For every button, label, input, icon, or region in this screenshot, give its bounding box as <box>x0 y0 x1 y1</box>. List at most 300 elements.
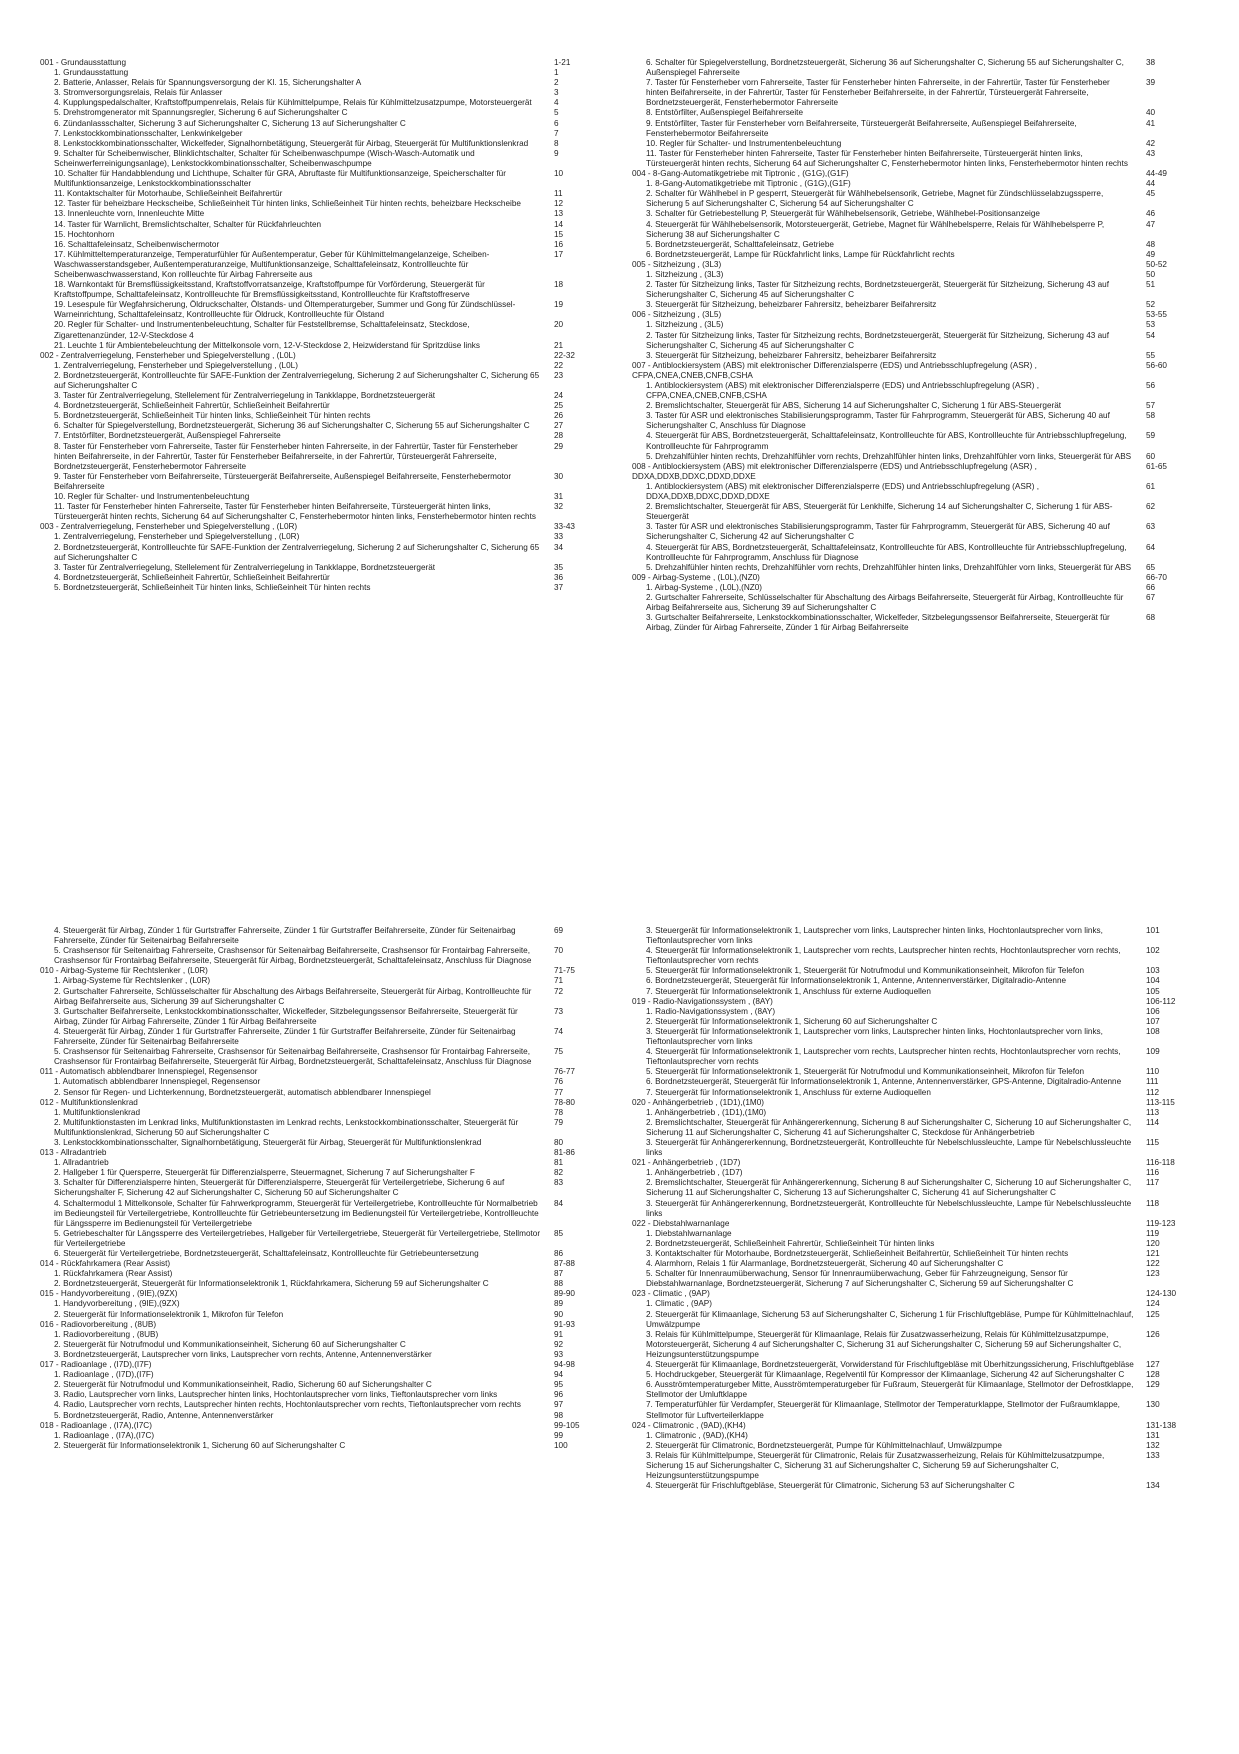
toc-entry-row <box>40 563 625 573</box>
toc-page-number: 9 <box>554 148 559 158</box>
toc-entry-text: 2. Gurtschalter Fahrerseite, Schlüsselschalter für Abschaltung des Airbags Beifahrerseite, Steuergerät für Airbag, Kontrollleuchte für Airbag Beifahrerseite aus, Sicherung 39 auf Sicherungshalter C <box>646 592 1124 613</box>
toc-page-number: 44 <box>1146 179 1156 189</box>
toc-entry-text: 4. Radio, Lautsprecher vorn rechts, Lautsprecher hinten rechts, Hochtonlautsprecher vorn rechts, Tieftonlautsprecher vorn rechts <box>54 1400 521 1410</box>
toc-entry-row <box>40 401 625 411</box>
toc-entry-row <box>40 442 625 472</box>
toc-entry-row <box>40 88 625 98</box>
toc-entry-row <box>632 179 1217 189</box>
toc-section-title: 024 - Climatronic , (9AD),(KH4) <box>632 1420 746 1430</box>
toc-page-number: 87-88 <box>554 1259 575 1269</box>
toc-page-number: 70 <box>554 946 564 956</box>
toc-page-number: 1-21 <box>554 58 571 67</box>
toc-entry-text: 1. Anhängerbetrieb , (1D7) <box>646 1168 743 1178</box>
toc-entry-text: 16. Schalttafeleinsatz, Scheibenwischermotor <box>54 239 220 249</box>
toc-entry-text: 2. Steuergerät für Notrufmodul und Kommunikationseinheit, Sicherung 60 auf Sicherungshalter C <box>54 1339 406 1349</box>
toc-section-title: 006 - Sitzheizung , (3L5) <box>632 310 722 320</box>
toc-entry-row <box>40 209 625 219</box>
toc-page-number: 123 <box>1146 1269 1160 1279</box>
toc-entry-row <box>40 361 625 371</box>
toc-entry-row <box>40 987 625 1007</box>
toc-page-number: 72 <box>554 986 564 996</box>
toc-entry-text: 2. Hallgeber 1 für Quersperre, Steuergerät für Differenzialsperre, Steuermagnet, Sicherung 7 auf Sicherungshalter F <box>54 1168 475 1178</box>
toc-entry-text: 1. Climatic , (9AP) <box>646 1299 712 1309</box>
toc-section-title: 014 - Rückfahrkamera (Rear Assist) <box>40 1259 171 1269</box>
toc-section-title: 020 - Anhängerbetrieb , (1D1),(1M0) <box>632 1097 764 1107</box>
toc-entry-row <box>632 1178 1217 1198</box>
toc-section-title: 019 - Radio-Navigationssystem , (8AY) <box>632 996 773 1006</box>
toc-page-number: 76 <box>554 1077 564 1087</box>
toc-page-number: 31 <box>554 492 564 502</box>
toc-entry-row <box>632 452 1217 462</box>
toc-page-number: 106 <box>1146 1006 1160 1016</box>
toc-entry-row <box>40 492 625 502</box>
toc-entry-text: 3. Bordnetzsteuergerät, Lautsprecher vorn links, Lautsprecher vorn rechts, Antenne, Antennenverstärker <box>54 1349 432 1359</box>
toc-entry-row <box>40 119 625 129</box>
toc-entry-row <box>632 1330 1217 1360</box>
toc-entry-text: 2. Bordnetzsteuergerät, Kontrollleuchte für SAFE-Funktion der Zentralverriegelung, Sicherung 2 auf Sicherungshalter C, Sicherung 65 auf Sicherungshalter C <box>54 370 540 390</box>
toc-page-number: 29 <box>554 441 564 451</box>
toc-page-number: 133 <box>1146 1450 1160 1460</box>
toc-entry-row <box>632 1047 1217 1067</box>
toc-entry-row <box>632 1299 1217 1309</box>
toc-entry-text: 6. Bordnetzsteuergerät, Steuergerät für Informationselektronik 1, Antenne, Antennenverstärker, Digitalradio-Antenne <box>646 976 1067 986</box>
toc-page-number: 17 <box>554 249 564 259</box>
toc-section-title: 011 - Automatisch abblendbarer Innenspiegel, Regensensor <box>40 1067 258 1077</box>
toc-entry-row <box>632 1108 1217 1118</box>
toc-page-number: 13 <box>554 209 564 219</box>
toc-page-number: 107 <box>1146 1016 1160 1026</box>
toc-section-row <box>40 522 625 532</box>
toc-entry-row <box>40 280 625 300</box>
toc-entry-row <box>40 1047 625 1067</box>
toc-entry-text: 8. Entstörfilter, Außenspiegel Beifahrerseite <box>646 108 804 118</box>
toc-entry-row <box>40 108 625 118</box>
toc-page-number: 14 <box>554 219 564 229</box>
toc-entry-row <box>40 1441 625 1451</box>
toc-entry-text: 5. Bordnetzsteuergerät, Schalttafeleinsatz, Getriebe <box>646 239 834 249</box>
toc-entry-text: 3. Gurtschalter Beifahrerseite, Lenkstockkombinationsschalter, Wickelfeder, Sitzbelegungssensor Beifahrerseite, Steuergerät für Airbag, Zünder für Airbag Fahrerseite, Zünder 1 für Airbag Beifahrerseite <box>646 613 1110 633</box>
toc-page-number: 79 <box>554 1117 564 1127</box>
toc-entry-text: 2. Steuergerät für Notrufmodul und Kommunikationseinheit, Radio, Sicherung 60 auf Sicherungshalter C <box>54 1380 432 1390</box>
toc-page-number: 12 <box>554 199 564 209</box>
toc-entry-row <box>40 230 625 240</box>
toc-page-number: 115 <box>1146 1137 1160 1147</box>
toc-entry-text: 4. Schaltermodul 1 Mittelkonsole, Schalter für Fahrwerkprogramm, Steuergerät für Verteilergetriebe, Kontrollleuchte für Normalbetrieb im Bedieungsteil für Verteilergetriebe, Kontrollleuchte für Getriebeuntersetzung im Bedienungsteil für Verteilergetriebe, Kontrollleuchte für Längssperre im Bedienungsteil für Verteilergetriebe <box>54 1198 539 1228</box>
toc-entry-text: 2. Steuergerät für Informationselektronik 1, Mikrofon für Telefon <box>54 1309 284 1319</box>
toc-entry-row <box>40 1350 625 1360</box>
toc-page-number: 97 <box>554 1400 564 1410</box>
toc-entry-text: 3. Relais für Kühlmittelpumpe, Steuergerät für Climatronic, Relais für Zusatzwasserheizung, Relais für Kühlmittelzusatzpumpe, Sicherung 15 auf Sicherungshalter C, Sicherung 31 auf Sicherungshalter C, Sicherung 59 auf Sicherungshalter C, Heizungsunterstützungspumpe <box>646 1450 1105 1481</box>
toc-page-number: 84 <box>554 1198 564 1208</box>
toc-entry-text: 5. Steuergerät für Informationselektronik 1, Steuergerät für Notrufmodul und Kommunikationseinheit, Mikrofon für Telefon <box>646 966 1085 976</box>
toc-entry-text: 3. Lenkstockkombinationsschalter, Signalhornbetätigung, Steuergerät für Airbag, Steuergerät für Multifunktionslenkrad <box>54 1137 482 1147</box>
toc-quadrant-bottom-left <box>40 926 625 1738</box>
toc-page-number: 4 <box>554 98 559 108</box>
toc-entry-text: 2. Taster für Sitzheizung links, Taster für Sitzheizung rechts, Bordnetzsteuergerät, Steuergerät für Sitzheizung, Sicherung 43 auf Sicherungshalter C, Sicherung 45 auf Sicherungshalter C <box>646 280 1109 300</box>
toc-page-number: 111 <box>1146 1077 1159 1087</box>
toc-page-number: 78 <box>554 1107 564 1117</box>
toc-section-row <box>632 260 1217 270</box>
toc-entry-row <box>632 300 1217 310</box>
toc-entry-row <box>632 78 1217 108</box>
toc-page-number: 60 <box>1146 451 1156 461</box>
toc-section-row <box>40 1067 625 1077</box>
toc-entry-text: 18. Warnkontakt für Bremsflüssigkeitsstand, Kraftstoffvorratsanzeige, Kraftstoffpumpe für Vorförderung, Steuergerät für Kraftstoffpumpe, Schalttafeleinsatz, Kontrollleuchte für Bremsflüssigkeitsstand, Kontrollleuchte für Kraftstoffreserve <box>54 280 485 300</box>
toc-entry-text: 5. Drehzahlfühler hinten rechts, Drehzahlfühler vorn rechts, Drehzahlfühler hinten links, Drehzahlfühler vorn links, Steuergerät für ABS <box>646 562 1132 572</box>
toc-page-number: 7 <box>554 128 559 138</box>
toc-page-number: 95 <box>554 1380 564 1390</box>
toc-section-title: 010 - Airbag-Systeme für Rechtslenker , (L0R) <box>40 966 208 976</box>
toc-entry-row <box>40 502 625 522</box>
toc-entry-row <box>40 68 625 78</box>
toc-entry-text: 3. Radio, Lautsprecher vorn links, Lautsprecher hinten links, Hochtonlautsprecher vorn links, Tieftonlautsprecher vorn links <box>54 1390 498 1400</box>
toc-page-number: 91-93 <box>554 1319 575 1329</box>
toc-entry-text: 1. Sitzheizung , (3L5) <box>646 320 724 330</box>
toc-entry-row <box>632 1027 1217 1047</box>
toc-page-number: 129 <box>1146 1380 1160 1390</box>
toc-section-row <box>632 997 1217 1007</box>
toc-section-row <box>40 1098 625 1108</box>
toc-entry-text: 1. Handyvorbereitung , (9IE),(9ZX) <box>54 1299 180 1309</box>
toc-entry-text: 7. Lenkstockkombinationsschalter, Lenkwinkelgeber <box>54 128 243 138</box>
toc-entry-text: 3. Schalter für Getriebestellung P, Steuergerät für Wählhebelsensorik, Getriebe, Wählhebel-Positionsanzeige <box>646 209 1040 219</box>
toc-entry-text: 5. Drehzahlfühler hinten rechts, Drehzahlfühler vorn rechts, Drehzahlfühler hinten links, Drehzahlfühler vorn links, Steuergerät für ABS <box>646 451 1132 461</box>
toc-section-title: 005 - Sitzheizung , (3L3) <box>632 259 722 269</box>
toc-page-number: 11 <box>554 189 563 199</box>
toc-entry-text: 3. Stromversorgungsrelais, Relais für Anlasser <box>54 88 223 98</box>
toc-page-number: 43 <box>1146 148 1156 158</box>
toc-entry-text: 1. Radioanlage , (I7D),(I7F) <box>54 1370 154 1380</box>
toc-entry-row <box>40 431 625 441</box>
toc-page-number: 89-90 <box>554 1289 575 1299</box>
toc-entry-text: 6. Zündanlassschalter, Sicherung 3 auf Sicherungshalter C, Sicherung 13 auf Sicherungshalter C <box>54 118 406 128</box>
toc-page-number: 92 <box>554 1339 564 1349</box>
toc-entry-row <box>40 250 625 280</box>
toc-entry-row <box>40 472 625 492</box>
toc-entry-text: 4. Bordnetzsteuergerät, Schließeinheit Fahrertür, Schließeinheit Beifahrertür <box>54 401 330 411</box>
toc-page-number: 42 <box>1146 138 1156 148</box>
toc-entry-row <box>40 1310 625 1320</box>
toc-section-row <box>632 1219 1217 1229</box>
toc-entry-text: 2. Bremslichtschalter, Steuergerät für Anhängererkennung, Sicherung 8 auf Sicherungshalter C, Sicherung 10 auf Sicherungshalter C, Sicherung 11 auf Sicherungshalter C, Sicherung 13 auf Sicherungshalter C, Sicherung 41 auf Sicherungshalter C <box>646 1178 1132 1198</box>
toc-entry-row <box>40 1279 625 1289</box>
toc-entry-text: 2. Steuergerät für Informationselektronik 1, Sicherung 60 auf Sicherungshalter C <box>54 1440 346 1450</box>
toc-section-row <box>632 1158 1217 1168</box>
toc-entry-row <box>632 1067 1217 1077</box>
toc-page-number: 83 <box>554 1178 564 1188</box>
toc-page-number: 39 <box>1146 78 1156 88</box>
toc-quadrant-top-right <box>632 58 1217 838</box>
toc-entry-text: 1. Allradantrieb <box>54 1158 109 1168</box>
toc-entry-row <box>632 1229 1217 1239</box>
toc-entry-row <box>632 583 1217 593</box>
toc-page-number: 25 <box>554 401 564 411</box>
toc-section-title: 016 - Radiovorbereitung , (8UB) <box>40 1319 157 1329</box>
toc-entry-text: 3. Gurtschalter Beifahrerseite, Lenkstockkombinationsschalter, Wickelfeder, Sitzbelegungssensor Beifahrerseite, Steuergerät für Airbag, Zünder für Airbag Fahrerseite, Zünder 1 für Airbag Beifahrerseite <box>54 1006 518 1026</box>
toc-page-number: 53-55 <box>1146 310 1167 320</box>
toc-page-number: 22 <box>554 360 564 370</box>
toc-page-number: 106-112 <box>1146 996 1176 1006</box>
toc-page-number: 69 <box>554 926 564 935</box>
toc-entry-row <box>632 1017 1217 1027</box>
toc-entry-text: 5. Steuergerät für Informationselektronik 1, Steuergerät für Notrufmodul und Kommunikationseinheit, Mikrofon für Telefon <box>646 1067 1085 1077</box>
toc-page-number: 120 <box>1146 1238 1160 1248</box>
toc-entry-row <box>40 1199 625 1229</box>
toc-page-number: 71-75 <box>554 966 575 976</box>
toc-entry-text: 2. Steuergerät für Informationselektronik 1, Sicherung 60 auf Sicherungshalter C <box>646 1016 938 1026</box>
toc-page-number: 65 <box>1146 562 1156 572</box>
toc-page-number: 58 <box>1146 411 1156 421</box>
toc-section-row <box>632 1289 1217 1299</box>
toc-page-number: 86 <box>554 1249 564 1258</box>
toc-quadrant-bottom-right <box>632 926 1217 1738</box>
toc-entry-row <box>632 209 1217 219</box>
toc-entry-row <box>632 1269 1217 1289</box>
toc-entry-row <box>632 613 1217 633</box>
toc-page-number: 88 <box>554 1279 564 1289</box>
toc-entry-row <box>632 1310 1217 1330</box>
toc-entry-row <box>40 300 625 320</box>
toc-page-number: 56 <box>1146 381 1156 390</box>
toc-entry-text: 10. Schalter für Handabblendung und Lichthupe, Schalter für GRA, Abruftaste für Multifunktionsanzeige, Speicherschalter für Multifunktionsanzeige, Lenkstockkombinationsschalter <box>54 169 506 189</box>
toc-section-row <box>40 1360 625 1370</box>
toc-page-number: 128 <box>1146 1370 1160 1380</box>
toc-page-number: 89 <box>554 1299 564 1309</box>
toc-entry-row <box>40 189 625 199</box>
toc-entry-row <box>40 371 625 391</box>
toc-page-number: 119 <box>1146 1228 1160 1238</box>
toc-page-number: 108 <box>1146 1026 1160 1036</box>
toc-entry-text: 2. Gurtschalter Fahrerseite, Schlüsselschalter für Abschaltung des Airbags Beifahrerseite, Steuergerät für Airbag, Kontrollleuchte für Airbag Beifahrerseite aus, Sicherung 39 auf Sicherungshalter C <box>54 986 532 1006</box>
toc-page-number: 53 <box>1146 320 1156 330</box>
toc-page-number: 94-98 <box>554 1360 575 1370</box>
toc-page-number: 33 <box>554 532 564 542</box>
toc-entry-text: 20. Regler für Schalter- und Instrumentenbeleuchtung, Schalter für Feststellbremse, Schalttafeleinsatz, Steckdose, Zigarettenanzünder, 12-V-Steckdose 4 <box>54 320 470 340</box>
toc-page-number: 134 <box>1146 1481 1160 1491</box>
toc-section-row <box>632 169 1217 179</box>
toc-entry-row <box>40 543 625 563</box>
toc-page-number: 64 <box>1146 542 1156 552</box>
toc-entry-text: 5. Drehstromgenerator mit Spannungsregler, Sicherung 6 auf Sicherungshalter C <box>54 108 348 118</box>
toc-entry-text: 2. Schalter für Wählhebel in P gesperrt, Steuergerät für Wählhebelsensorik, Getriebe, Magnet für Zündschlüsselabzugssperre, Sicherung 5 auf Sicherungshalter C, Sicherung 54 auf Sicherungshalter C <box>646 189 1104 209</box>
toc-entry-row <box>632 119 1217 139</box>
toc-entry-row <box>40 411 625 421</box>
toc-page-number: 1 <box>554 68 559 78</box>
toc-entry-row <box>632 401 1217 411</box>
toc-entry-text: 3. Steuergerät für Sitzheizung, beheizbarer Fahrersitz, beheizbarer Beifahrersitz <box>646 350 937 360</box>
toc-entry-row <box>632 1168 1217 1178</box>
toc-page-number: 55 <box>1146 350 1156 360</box>
toc-page-number: 61 <box>1146 481 1156 491</box>
toc-entry-row <box>632 1077 1217 1087</box>
toc-page-number: 91 <box>554 1329 564 1339</box>
toc-entry-text: 1. Rückfahrkamera (Rear Assist) <box>54 1269 173 1279</box>
toc-entry-text: 9. Taster für Fensterheber vorn Beifahrerseite, Türsteuergerät Beifahrerseite, Außenspiegel Beifahrerseite, Fensterhebermotor Beifahrerseite <box>54 471 512 491</box>
toc-page-number: 36 <box>554 572 564 582</box>
toc-entry-row <box>40 1088 625 1098</box>
toc-page-number: 78-80 <box>554 1097 575 1107</box>
toc-entry-text: 4. Steuergerät für Informationselektronik 1, Lautsprecher vorn rechts, Lautsprecher hinten rechts, Hochtonlautsprecher vorn rechts, Tieftonlautsprecher vorn rechts <box>646 1047 1121 1067</box>
toc-entry-text: 3. Steuergerät für Sitzheizung, beheizbarer Fahrersitz, beheizbarer Beifahrersitz <box>646 300 937 310</box>
toc-entry-text: 3. Steuergerät für Informationselektronik 1, Lautsprecher vorn links, Lautsprecher hinten links, Hochtonlautsprecher vorn links, Tieftonlautsprecher vorn links <box>646 1026 1103 1047</box>
toc-entry-row <box>40 946 625 966</box>
toc-entry-text: 1. Grundausstattung <box>54 68 129 78</box>
toc-entry-row <box>40 98 625 108</box>
toc-page-number: 48 <box>1146 239 1156 249</box>
toc-page-number: 20 <box>554 320 564 330</box>
toc-entry-row <box>632 189 1217 209</box>
toc-entry-text: 1. Diebstahlwarnanlage <box>646 1228 732 1238</box>
toc-page-number: 127 <box>1146 1360 1160 1370</box>
toc-entry-text: 9. Entstörfilter, Taster für Fensterheber vorn Beifahrerseite, Türsteuergerät Beifahrerseite, Außenspiegel Beifahrerseite, Fensterhebermotor Beifahrerseite <box>646 118 1077 138</box>
toc-entry-row <box>40 391 625 401</box>
toc-page-number: 99-105 <box>554 1420 580 1430</box>
toc-entry-text: 2. Sensor für Regen- und Lichterkennung, Bordnetzsteuergerät, automatisch abblendbarer Innenspiegel <box>54 1087 431 1097</box>
toc-entry-row <box>40 1400 625 1410</box>
toc-page-number: 62 <box>1146 502 1156 512</box>
toc-entry-text: 1. Zentralverriegelung, Fensterheber und Spiegelverstellung , (L0R) <box>54 532 300 542</box>
toc-entry-text: 3. Steuergerät für Anhängererkennung, Bordnetzsteuergerät, Kontrollleuchte für Nebelschlussleuchte, Lampe für Nebelschlussleuchte links <box>646 1137 1132 1158</box>
toc-entry-row <box>40 1431 625 1441</box>
toc-quadrant-top-left <box>40 58 625 838</box>
toc-page-number: 50 <box>1146 269 1156 279</box>
toc-entry-row <box>40 1370 625 1380</box>
toc-page-number: 46 <box>1146 209 1156 219</box>
toc-section-row <box>40 1289 625 1299</box>
toc-entry-row <box>632 1138 1217 1158</box>
toc-entry-text: 9. Schalter für Scheibenwischer, Blinklichtschalter, Schalter für Scheibenwaschpumpe (Wisch-Wasch-Automatik und Scheinwerferreinigungsanlage), Lenkstockkombinationsschalter, Scheibenwaschpumpe <box>54 148 475 168</box>
toc-page-number: 110 <box>1146 1067 1160 1077</box>
toc-page-number: 30 <box>554 471 564 481</box>
toc-entry-text: 5. Schalter für Innenraumüberwachung, Sensor für Innenraumüberwachung, Geber für Fahrzeugneigung, Sensor für Diebstahlwarnanlage, Bordnetzsteuergerät, Sicherung 7 auf Sicherungshalter C, Sicherung 59 auf Sicherungshalter C <box>646 1269 1074 1289</box>
toc-entry-text: 11. Taster für Fensterheber hinten Fahrerseite, Taster für Fensterheber hinten Beifahrerseite, Türsteuergerät hinten links, Türsteuergerät hinten rechts, Sicherung 64 auf Sicherungshalter C, Fensterhebermotor hinten links, Fensterhebermotor hinten rechts <box>646 148 1128 168</box>
toc-page-number: 10 <box>554 169 564 179</box>
toc-section-row <box>40 58 625 68</box>
toc-entry-row <box>632 1400 1217 1420</box>
toc-entry-row <box>40 1249 625 1259</box>
toc-page-number: 28 <box>554 431 564 441</box>
toc-section-title: 023 - Climatic , (9AP) <box>632 1289 710 1299</box>
toc-entry-row <box>40 532 625 542</box>
toc-section-title: 009 - Airbag-Systeme , (L0L),(NZ0) <box>632 572 760 582</box>
toc-page-number: 112 <box>1146 1087 1160 1097</box>
toc-section-row <box>40 966 625 976</box>
toc-page-number: 124-130 <box>1146 1289 1177 1299</box>
toc-entry-row <box>40 199 625 209</box>
toc-entry-row <box>40 1380 625 1390</box>
toc-entry-row <box>632 1249 1217 1259</box>
toc-section-row <box>632 361 1217 381</box>
toc-entry-text: 7. Taster für Fensterheber vorn Fahrerseite, Taster für Fensterheber hinten Fahrerseite, in der Fahrertür, Taster für Fensterheber hinten Beifahrerseite, in der Fahrertür, Taster für Fensterheber Beifahrerseite, in der Fahrertür, Türsteuergerät Fahrerseite, Bordnetzsteuergerät, Fensterhebermotor Fahrerseite <box>646 78 1110 108</box>
toc-page-number: 75 <box>554 1047 564 1057</box>
toc-section-row <box>40 1148 625 1158</box>
toc-entry-text: 2. Bordnetzsteuergerät, Kontrollleuchte für SAFE-Funktion der Zentralverriegelung, Sicherung 2 auf Sicherungshalter C, Sicherung 65 auf Sicherungshalter C <box>54 542 540 562</box>
toc-entry-text: 8. Lenkstockkombinationsschalter, Wickelfeder, Signalhornbetätigung, Steuergerät für Airbag, Steuergerät für Multifunktionslenkrad <box>54 138 529 148</box>
toc-page-number: 33-43 <box>554 522 575 532</box>
toc-page-number: 131-138 <box>1146 1420 1177 1430</box>
toc-entry-text: 2. Batterie, Anlasser, Relais für Spannungsversorgung der Kl. 15, Sicherungshalter A <box>54 78 362 88</box>
toc-entry-text: 3. Taster für Zentralverriegelung, Stellelement für Zentralverriegelung in Tankklappe, Bordnetzsteuergerät <box>54 562 436 572</box>
toc-entry-text: 3. Steuergerät für Anhängererkennung, Bordnetzsteuergerät, Kontrollleuchte für Nebelschlussleuchte, Lampe für Nebelschlussleuchte links <box>646 1198 1132 1218</box>
toc-entry-row <box>40 976 625 986</box>
toc-page-number: 61-65 <box>1146 461 1167 471</box>
toc-entry-row <box>632 1199 1217 1219</box>
toc-entry-row <box>40 1077 625 1087</box>
toc-entry-row <box>40 1118 625 1138</box>
toc-entry-text: 5. Bordnetzsteuergerät, Schließeinheit Tür hinten links, Schließeinheit Tür hinten rechts <box>54 582 371 592</box>
toc-page-number: 77 <box>554 1087 564 1097</box>
toc-entry-text: 11. Taster für Fensterheber hinten Fahrerseite, Taster für Fensterheber hinten Beifahrerseite, Türsteuergerät hinten links, Türsteuergerät hinten rechts, Sicherung 64 auf Sicherungshalter C, Fensterhebermotor hinten links, Fensterhebermotor hinten rechts <box>54 502 536 522</box>
toc-entry-text: 19. Lesespule für Wegfahrsicherung, Öldruckschalter, Ölstands- und Öltemperaturgeber, Summer und Gong für Zündschlüssel-Warneinrichtung, Schalttafeleinsatz, Kontrollleuchte für Öldruck, Kontrollleuchte für Ölstand <box>54 300 516 320</box>
toc-entry-text: 3. Relais für Kühlmittelpumpe, Steuergerät für Klimaanlage, Relais für Zusatzwasserheizung, Relais für Kühlmittelzusatzpumpe, Motorsteuergerät, Sicherung 4 auf Sicherungshalter C, Sicherung 31 auf Sicherungshalter C, Sicherung 59 auf Sicherungshalter C, Heizungsunterstützungspumpe <box>646 1329 1122 1359</box>
toc-entry-row <box>40 1007 625 1027</box>
toc-entry-text: 11. Kontaktschalter für Motorhaube, Schließeinheit Beifahrertür <box>54 189 283 199</box>
toc-page-number: 132 <box>1146 1440 1160 1450</box>
toc-entry-row <box>40 1411 625 1421</box>
toc-entry-text: 4. Steuergerät für Wählhebelsensorik, Motorsteuergerät, Getriebe, Magnet für Wählhebelsperre, Relais für Wählhebelsperre P, Sicherung 38 auf Sicherungshalter C <box>646 219 1105 239</box>
toc-entry-row <box>40 149 625 169</box>
toc-entry-row <box>632 270 1217 280</box>
toc-entry-row <box>40 129 625 139</box>
toc-entry-text: 6. Ausströmtemperaturgeber Mitte, Ausströmtemperaturgeber für Fußraum, Steuergerät für Klimaanlage, Stellmotor der Defrostklappe, Stellmotor der Umluftklappe <box>646 1380 1134 1400</box>
toc-page-number: 124 <box>1146 1299 1160 1309</box>
toc-page-number: 81-86 <box>554 1148 575 1158</box>
toc-entry-row <box>40 240 625 250</box>
toc-entry-text: 14. Taster für Warnlicht, Bremslichtschalter, Schalter für Rückfahrleuchten <box>54 219 322 229</box>
toc-entry-text: 3. Taster für ASR und elektronisches Stabilisierungsprogramm, Taster für Fahrprogramm, Steuergerät für ABS, Sicherung 40 auf Sicherungshalter C, Sicherung 42 auf Sicherungshalter C <box>646 522 1110 542</box>
toc-page-number: 15 <box>554 229 564 239</box>
toc-page-number: 54 <box>1146 330 1156 340</box>
toc-page-number: 35 <box>554 562 564 572</box>
toc-section-title: 013 - Allradantrieb <box>40 1148 107 1158</box>
toc-entry-text: 2. Steuergerät für Klimaanlage, Sicherung 53 auf Sicherungshalter C, Sicherung 1 für Frischluftgebläse, Pumpe für Kühlmittelnachlauf, Umwälzpumpe <box>646 1309 1134 1329</box>
toc-entry-row <box>40 1027 625 1047</box>
toc-section-row <box>632 310 1217 320</box>
toc-entry-row <box>40 169 625 189</box>
toc-entry-row <box>632 220 1217 240</box>
toc-section-row <box>40 1421 625 1431</box>
toc-entry-row <box>632 1380 1217 1400</box>
toc-page-number: 109 <box>1146 1047 1160 1057</box>
toc-entry-text: 4. Steuergerät für Frischluftgebläse, Steuergerät für Climatronic, Sicherung 53 auf Sicherungshalter C <box>646 1481 1015 1491</box>
toc-entry-text: 4. Steuergerät für Klimaanlage, Bordnetzsteuergerät, Vorwiderstand für Frischluftgebläse mit Überhitzungssicherung, Frischluftgebläse <box>646 1360 1134 1370</box>
toc-page-number: 119-123 <box>1146 1218 1176 1228</box>
toc-entry-row <box>40 1340 625 1350</box>
toc-page-number: 40 <box>1146 108 1156 118</box>
toc-page-number: 103 <box>1146 966 1160 976</box>
toc-entry-row <box>632 149 1217 169</box>
toc-page-number: 66 <box>1146 582 1156 592</box>
toc-entry-text: 7. Temperaturfühler für Verdampfer, Steuergerät für Klimaanlage, Stellmotor der Temperaturklappe, Stellmotor der Fußraumklappe, Stellmotor für Luftverteilerklappe <box>646 1400 1120 1420</box>
toc-entry-row <box>632 1259 1217 1269</box>
toc-page-number: 118 <box>1146 1198 1160 1208</box>
toc-page-number: 73 <box>554 1006 564 1016</box>
toc-page-number: 19 <box>554 300 564 310</box>
toc-entry-row <box>40 1168 625 1178</box>
toc-section-row <box>632 462 1217 482</box>
toc-entry-text: 2. Taster für Sitzheizung links, Taster für Sitzheizung rechts, Bordnetzsteuergerät, Steuergerät für Sitzheizung, Sicherung 43 auf Sicherungshalter C, Sicherung 45 auf Sicherungshalter C <box>646 330 1109 350</box>
toc-page-number: 96 <box>554 1390 564 1400</box>
toc-page-number: 34 <box>554 542 564 552</box>
toc-entry-text: 3. Schalter für Differenzialsperre hinten, Steuergerät für Differenzialsperre, Steuergerät für Verteilergetriebe, Sicherung 6 auf Sicherungshalter F, Sicherung 42 auf Sicherungshalter C, Sicherung 50 auf Sicherungshalter C <box>54 1178 505 1198</box>
toc-section-title: 018 - Radioanlage , (I7A),(I7C) <box>40 1420 152 1430</box>
toc-page-number: 23 <box>554 370 564 380</box>
toc-entry-text: 5. Crashsensor für Seitenairbag Fahrerseite, Crashsensor für Seitenairbag Beifahrerseite, Crashsensor für Frontairbag Fahrerseite, Crashsensor für Frontairbag Beifahrerseite, Steuergerät für Airbag, Bordnetzsteuergerät, Schalttafeleinsatz, Anschluss für Diagnose <box>54 1047 532 1067</box>
toc-page-number: 44-49 <box>1146 169 1167 179</box>
toc-entry-row <box>632 58 1217 78</box>
toc-page-number: 98 <box>554 1410 564 1420</box>
toc-entry-text: 1. Radio-Navigationssystem , (8AY) <box>646 1006 776 1016</box>
